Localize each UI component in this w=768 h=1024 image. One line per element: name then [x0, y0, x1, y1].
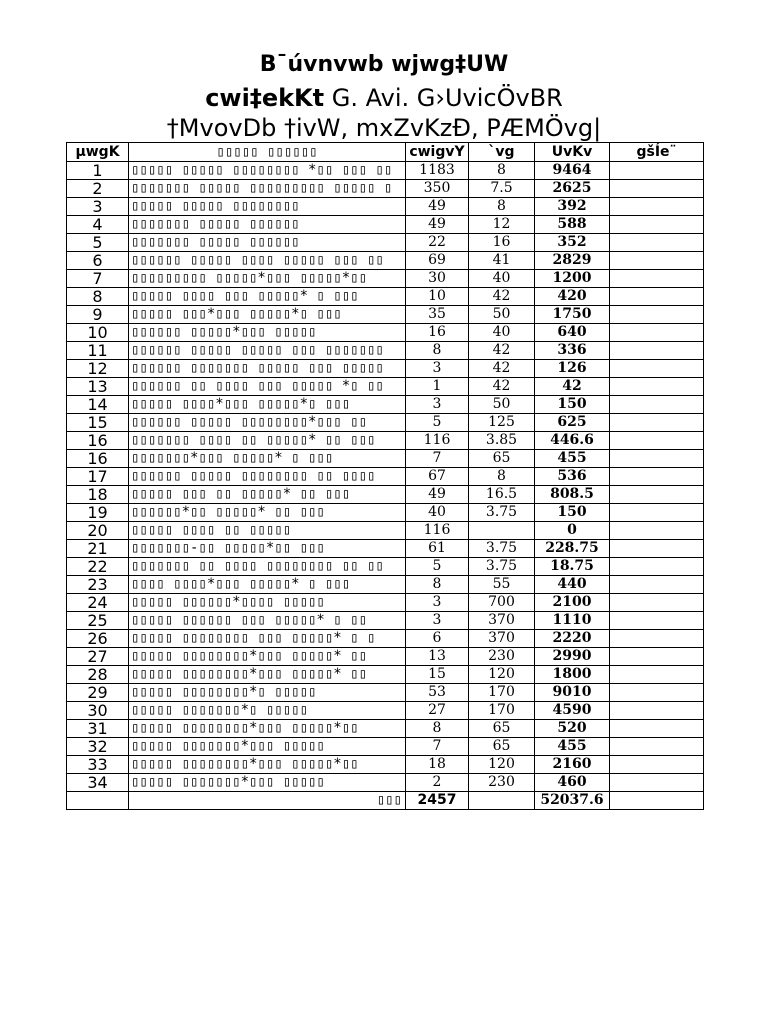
serial-cell: 26 [67, 630, 129, 648]
remarks-cell [610, 648, 704, 666]
remarks-cell [610, 396, 704, 414]
remarks-cell [610, 540, 704, 558]
serial-cell: 14 [67, 396, 129, 414]
amount-cell: 9010 [535, 684, 610, 702]
total-amount: 52037.6 [535, 792, 610, 810]
remarks-cell [610, 684, 704, 702]
rate-cell: 170 [469, 702, 535, 720]
description-cell: ▯▯▯▯ ▯▯▯▯*▯▯▯ ▯▯▯▯▯* ▯ ▯▯▯ [129, 576, 406, 594]
description-cell: ▯▯▯▯▯▯ ▯▯▯▯▯*▯▯▯ ▯▯▯▯▯ [129, 324, 406, 342]
remarks-cell [610, 252, 704, 270]
amount-cell: 420 [535, 288, 610, 306]
rate-cell: 3.85 [469, 432, 535, 450]
quantity-cell: 18 [406, 756, 469, 774]
remarks-cell [610, 306, 704, 324]
amount-cell: 1750 [535, 306, 610, 324]
table-row [67, 378, 704, 396]
serial-cell: 32 [67, 738, 129, 756]
items-table [66, 142, 704, 810]
remarks-cell [610, 162, 704, 180]
remarks-cell [610, 198, 704, 216]
amount-cell: 440 [535, 576, 610, 594]
rate-cell: 120 [469, 756, 535, 774]
rate-cell: 12 [469, 216, 535, 234]
table-row [67, 306, 704, 324]
table-row [67, 612, 704, 630]
quantity-cell: 49 [406, 486, 469, 504]
table-row [67, 720, 704, 738]
total-quantity: 2457 [406, 792, 469, 810]
amount-cell: 2829 [535, 252, 610, 270]
table-row [67, 450, 704, 468]
table-row [67, 270, 704, 288]
serial-cell: 1 [67, 162, 129, 180]
rate-cell: 125 [469, 414, 535, 432]
rate-cell: 65 [469, 738, 535, 756]
quantity-cell: 3 [406, 360, 469, 378]
contractor-name: G. Avi. G›UvicÖvBR [324, 84, 563, 112]
remarks-cell [610, 756, 704, 774]
remarks-cell [610, 720, 704, 738]
table-row [67, 360, 704, 378]
remarks-cell [610, 522, 704, 540]
serial-cell: 29 [67, 684, 129, 702]
rate-cell: 65 [469, 450, 535, 468]
description-cell: ▯▯▯▯▯ ▯▯▯▯▯▯▯▯*▯▯▯ ▯▯▯▯▯* ▯▯ [129, 648, 406, 666]
description-cell: ▯▯▯▯▯ ▯▯▯▯▯▯▯▯*▯▯▯ ▯▯▯▯▯*▯▯ [129, 720, 406, 738]
amount-cell: 446.6 [535, 432, 610, 450]
amount-cell: 18.75 [535, 558, 610, 576]
amount-cell: 588 [535, 216, 610, 234]
serial-cell: 15 [67, 414, 129, 432]
serial-cell: 31 [67, 720, 129, 738]
table-row [67, 684, 704, 702]
amount-cell: 336 [535, 342, 610, 360]
description-cell: ▯▯▯▯▯ ▯▯▯▯▯▯▯*▯ ▯▯▯▯▯ [129, 702, 406, 720]
table-row [67, 324, 704, 342]
rate-cell: 7.5 [469, 180, 535, 198]
table-row [67, 540, 704, 558]
description-cell: ▯▯▯▯▯ ▯▯▯▯▯▯▯▯*▯▯▯ ▯▯▯▯▯* ▯▯ [129, 666, 406, 684]
description-cell: ▯▯▯▯▯▯ ▯▯▯▯▯ ▯▯▯▯▯ ▯▯▯ ▯▯▯▯▯▯▯ [129, 342, 406, 360]
rate-cell: 120 [469, 666, 535, 684]
rate-cell: 42 [469, 378, 535, 396]
quantity-cell: 53 [406, 684, 469, 702]
amount-cell: 1110 [535, 612, 610, 630]
description-cell: ▯▯▯▯▯▯▯-▯▯ ▯▯▯▯▯*▯▯ ▯▯▯ [129, 540, 406, 558]
description-cell: ▯▯▯▯▯ ▯▯▯▯▯▯▯▯*▯ ▯▯▯▯▯ [129, 684, 406, 702]
quantity-cell: 49 [406, 198, 469, 216]
description-cell: ▯▯▯▯▯ ▯▯▯▯ ▯▯ ▯▯▯▯▯ [129, 522, 406, 540]
table-row [67, 702, 704, 720]
table-row [67, 648, 704, 666]
table-row [67, 504, 704, 522]
serial-cell: 23 [67, 576, 129, 594]
table-row [67, 774, 704, 792]
description-cell: ▯▯▯▯▯ ▯▯▯▯▯ ▯▯▯▯▯▯▯▯ *▯▯ ▯▯▯ ▯▯ [129, 162, 406, 180]
serial-cell: 28 [67, 666, 129, 684]
amount-cell: 536 [535, 468, 610, 486]
amount-cell: 455 [535, 450, 610, 468]
description-cell: ▯▯▯▯▯▯▯ ▯▯ ▯▯▯▯ ▯▯▯▯▯▯▯▯ ▯▯ ▯▯ [129, 558, 406, 576]
table-row [67, 180, 704, 198]
serial-cell: 22 [67, 558, 129, 576]
table-row [67, 558, 704, 576]
amount-cell: 126 [535, 360, 610, 378]
quantity-cell: 350 [406, 180, 469, 198]
table-row [67, 198, 704, 216]
serial-cell: 7 [67, 270, 129, 288]
quantity-cell: 69 [406, 252, 469, 270]
quantity-cell: 8 [406, 342, 469, 360]
remarks-cell [610, 432, 704, 450]
remarks-cell [610, 288, 704, 306]
serial-cell: 16 [67, 432, 129, 450]
rate-cell: 170 [469, 684, 535, 702]
rate-cell: 16.5 [469, 486, 535, 504]
remarks-cell [610, 360, 704, 378]
remarks-cell [610, 594, 704, 612]
rate-cell: 3.75 [469, 504, 535, 522]
description-cell: ▯▯▯▯▯ ▯▯▯▯*▯▯▯ ▯▯▯▯▯*▯ ▯▯▯ [129, 396, 406, 414]
description-cell: ▯▯▯▯▯▯▯ ▯▯▯▯▯ ▯▯▯▯▯▯▯▯▯ ▯▯▯▯▯ ▯ [129, 180, 406, 198]
remarks-cell [610, 450, 704, 468]
header-remarks: gšÍe¨ [610, 143, 704, 162]
header-amount: UvKv [535, 143, 610, 162]
description-cell: ▯▯▯▯▯▯ ▯▯▯▯▯ ▯▯▯▯ ▯▯▯▯▯ ▯▯▯ ▯▯ [129, 252, 406, 270]
table-row [67, 342, 704, 360]
serial-cell: 2 [67, 180, 129, 198]
serial-cell: 3 [67, 198, 129, 216]
remarks-cell [610, 468, 704, 486]
remarks-cell [610, 486, 704, 504]
amount-cell: 2100 [535, 594, 610, 612]
quantity-cell: 116 [406, 522, 469, 540]
amount-cell: 2220 [535, 630, 610, 648]
description-cell: ▯▯▯▯▯ ▯▯▯▯▯▯*▯▯▯▯ ▯▯▯▯▯ [129, 594, 406, 612]
description-cell: ▯▯▯▯▯ ▯▯▯▯▯ ▯▯▯▯▯▯▯▯ [129, 198, 406, 216]
serial-cell: 20 [67, 522, 129, 540]
description-cell: ▯▯▯▯▯▯▯*▯▯▯ ▯▯▯▯▯* ▯ ▯▯▯ [129, 450, 406, 468]
rate-cell: 42 [469, 288, 535, 306]
remarks-cell [610, 324, 704, 342]
rate-cell: 41 [469, 252, 535, 270]
remarks-cell [610, 738, 704, 756]
rate-cell: 55 [469, 576, 535, 594]
description-cell: ▯▯▯▯▯▯▯ ▯▯▯▯▯ ▯▯▯▯▯▯ [129, 234, 406, 252]
quantity-cell: 1183 [406, 162, 469, 180]
remarks-cell [610, 342, 704, 360]
description-cell: ▯▯▯▯▯ ▯▯▯ ▯▯ ▯▯▯▯▯* ▯▯ ▯▯▯ [129, 486, 406, 504]
amount-cell: 2990 [535, 648, 610, 666]
table-row [67, 666, 704, 684]
quantity-cell: 61 [406, 540, 469, 558]
serial-cell: 17 [67, 468, 129, 486]
header-rate: `vg [469, 143, 535, 162]
rate-cell: 8 [469, 162, 535, 180]
description-cell: ▯▯▯▯▯▯▯ ▯▯▯▯▯ ▯▯▯▯▯▯ [129, 216, 406, 234]
quantity-cell: 8 [406, 720, 469, 738]
total-remarks-empty [610, 792, 704, 810]
description-cell: ▯▯▯▯▯ ▯▯▯▯▯▯▯▯ ▯▯▯ ▯▯▯▯▯* ▯ ▯ [129, 630, 406, 648]
amount-cell: 2160 [535, 756, 610, 774]
rate-cell: 42 [469, 360, 535, 378]
amount-cell: 352 [535, 234, 610, 252]
serial-cell: 16 [67, 450, 129, 468]
remarks-cell [610, 504, 704, 522]
rate-cell: 65 [469, 720, 535, 738]
remarks-cell [610, 234, 704, 252]
remarks-cell [610, 414, 704, 432]
amount-cell: 640 [535, 324, 610, 342]
quantity-cell: 16 [406, 324, 469, 342]
rate-cell: 40 [469, 270, 535, 288]
rate-cell: 8 [469, 468, 535, 486]
amount-cell: 4590 [535, 702, 610, 720]
serial-cell: 27 [67, 648, 129, 666]
header-quantity: cwigvY [406, 143, 469, 162]
quantity-cell: 7 [406, 738, 469, 756]
remarks-cell [610, 576, 704, 594]
rate-cell: 8 [469, 198, 535, 216]
company-name: B¯úvnvwb wjwg‡UW [259, 52, 509, 77]
table-row [67, 414, 704, 432]
quantity-cell: 5 [406, 558, 469, 576]
serial-cell: 19 [67, 504, 129, 522]
serial-cell: 12 [67, 360, 129, 378]
description-cell: ▯▯▯▯▯▯ ▯▯▯▯▯ ▯▯▯▯▯▯▯▯*▯▯▯ ▯▯ [129, 414, 406, 432]
quantity-cell: 30 [406, 270, 469, 288]
amount-cell: 392 [535, 198, 610, 216]
table-row [67, 468, 704, 486]
rate-cell: 3.75 [469, 558, 535, 576]
quantity-cell: 5 [406, 414, 469, 432]
remarks-cell [610, 558, 704, 576]
total-empty-cell [67, 792, 129, 810]
table-row [67, 216, 704, 234]
rate-cell: 370 [469, 630, 535, 648]
rate-cell: 42 [469, 342, 535, 360]
amount-cell: 150 [535, 396, 610, 414]
rate-cell: 50 [469, 306, 535, 324]
quantity-cell: 3 [406, 396, 469, 414]
header-description: ▯▯▯▯▯ ▯▯▯▯▯▯ [129, 143, 406, 162]
rate-cell: 3.75 [469, 540, 535, 558]
serial-cell: 4 [67, 216, 129, 234]
contractor-line [0, 84, 768, 112]
quantity-cell: 1 [406, 378, 469, 396]
table-row [67, 594, 704, 612]
contractor-label: cwi‡ekKt [205, 84, 325, 112]
table-row [67, 396, 704, 414]
serial-cell: 8 [67, 288, 129, 306]
table-row [67, 522, 704, 540]
quantity-cell: 6 [406, 630, 469, 648]
description-cell: ▯▯▯▯▯▯▯▯▯ ▯▯▯▯▯*▯▯▯ ▯▯▯▯▯*▯▯ [129, 270, 406, 288]
rate-cell: 370 [469, 612, 535, 630]
remarks-cell [610, 630, 704, 648]
table-row [67, 630, 704, 648]
rate-cell: 230 [469, 648, 535, 666]
address-line: †MvovDb †ivW, mxZvKzÐ, PÆMÖvg| [166, 114, 602, 142]
description-cell: ▯▯▯▯▯▯ ▯▯▯▯▯▯▯ ▯▯▯▯▯ ▯▯▯ ▯▯▯▯▯ [129, 360, 406, 378]
remarks-cell [610, 612, 704, 630]
serial-cell: 10 [67, 324, 129, 342]
serial-cell: 9 [67, 306, 129, 324]
remarks-cell [610, 180, 704, 198]
rate-cell: 40 [469, 324, 535, 342]
serial-cell: 13 [67, 378, 129, 396]
amount-cell: 1200 [535, 270, 610, 288]
serial-cell: 6 [67, 252, 129, 270]
serial-cell: 18 [67, 486, 129, 504]
quantity-cell: 2 [406, 774, 469, 792]
remarks-cell [610, 270, 704, 288]
serial-cell: 5 [67, 234, 129, 252]
total-rate-empty [469, 792, 535, 810]
rate-cell: 230 [469, 774, 535, 792]
amount-cell: 625 [535, 414, 610, 432]
table-row [67, 252, 704, 270]
serial-cell: 21 [67, 540, 129, 558]
quantity-cell: 116 [406, 432, 469, 450]
quantity-cell: 3 [406, 594, 469, 612]
rate-cell: 700 [469, 594, 535, 612]
amount-cell: 460 [535, 774, 610, 792]
quantity-cell: 15 [406, 666, 469, 684]
remarks-cell [610, 666, 704, 684]
table-header-row [67, 143, 704, 162]
amount-cell: 9464 [535, 162, 610, 180]
table-row [67, 432, 704, 450]
rate-cell [469, 522, 535, 540]
serial-cell: 30 [67, 702, 129, 720]
description-cell: ▯▯▯▯▯ ▯▯▯*▯▯▯ ▯▯▯▯▯*▯ ▯▯▯ [129, 306, 406, 324]
quantity-cell: 13 [406, 648, 469, 666]
description-cell: ▯▯▯▯▯ ▯▯▯▯▯▯▯*▯▯▯ ▯▯▯▯▯ [129, 738, 406, 756]
remarks-cell [610, 378, 704, 396]
remarks-cell [610, 774, 704, 792]
description-cell: ▯▯▯▯▯ ▯▯▯▯▯▯▯*▯▯▯ ▯▯▯▯▯ [129, 774, 406, 792]
amount-cell: 1800 [535, 666, 610, 684]
quantity-cell: 35 [406, 306, 469, 324]
description-cell: ▯▯▯▯▯▯ ▯▯ ▯▯▯▯ ▯▯▯ ▯▯▯▯▯ *▯ ▯▯ [129, 378, 406, 396]
table-row [67, 162, 704, 180]
description-cell: ▯▯▯▯▯▯ ▯▯▯▯▯ ▯▯▯▯▯▯▯▯ ▯▯ ▯▯▯▯ [129, 468, 406, 486]
amount-cell: 228.75 [535, 540, 610, 558]
description-cell: ▯▯▯▯▯ ▯▯▯▯ ▯▯▯ ▯▯▯▯▯* ▯ ▯▯▯ [129, 288, 406, 306]
rate-cell: 50 [469, 396, 535, 414]
description-cell: ▯▯▯▯▯▯▯ ▯▯▯▯ ▯▯ ▯▯▯▯▯* ▯▯ ▯▯▯ [129, 432, 406, 450]
amount-cell: 520 [535, 720, 610, 738]
serial-cell: 34 [67, 774, 129, 792]
remarks-cell [610, 216, 704, 234]
serial-cell: 24 [67, 594, 129, 612]
quantity-cell: 22 [406, 234, 469, 252]
quantity-cell: 3 [406, 612, 469, 630]
amount-cell: 0 [535, 522, 610, 540]
total-label: ▯▯▯ [129, 792, 406, 810]
amount-cell: 42 [535, 378, 610, 396]
quantity-cell: 10 [406, 288, 469, 306]
quantity-cell: 40 [406, 504, 469, 522]
amount-cell: 2625 [535, 180, 610, 198]
table-row [67, 738, 704, 756]
rate-cell: 16 [469, 234, 535, 252]
remarks-cell [610, 702, 704, 720]
serial-cell: 25 [67, 612, 129, 630]
table-row [67, 288, 704, 306]
serial-cell: 11 [67, 342, 129, 360]
serial-cell: 33 [67, 756, 129, 774]
amount-cell: 150 [535, 504, 610, 522]
quantity-cell: 67 [406, 468, 469, 486]
table-row [67, 234, 704, 252]
total-row [67, 792, 704, 810]
table-row [67, 486, 704, 504]
table-row [67, 756, 704, 774]
description-cell: ▯▯▯▯▯▯*▯▯ ▯▯▯▯▯* ▯▯ ▯▯▯ [129, 504, 406, 522]
quantity-cell: 7 [406, 450, 469, 468]
table-row [67, 576, 704, 594]
quantity-cell: 8 [406, 576, 469, 594]
quantity-cell: 49 [406, 216, 469, 234]
quantity-cell: 27 [406, 702, 469, 720]
header-serial: µwgK [67, 143, 129, 162]
description-cell: ▯▯▯▯▯ ▯▯▯▯▯▯▯▯*▯▯▯ ▯▯▯▯▯*▯▯ [129, 756, 406, 774]
amount-cell: 455 [535, 738, 610, 756]
description-cell: ▯▯▯▯▯ ▯▯▯▯▯▯ ▯▯▯ ▯▯▯▯▯* ▯ ▯▯ [129, 612, 406, 630]
amount-cell: 808.5 [535, 486, 610, 504]
